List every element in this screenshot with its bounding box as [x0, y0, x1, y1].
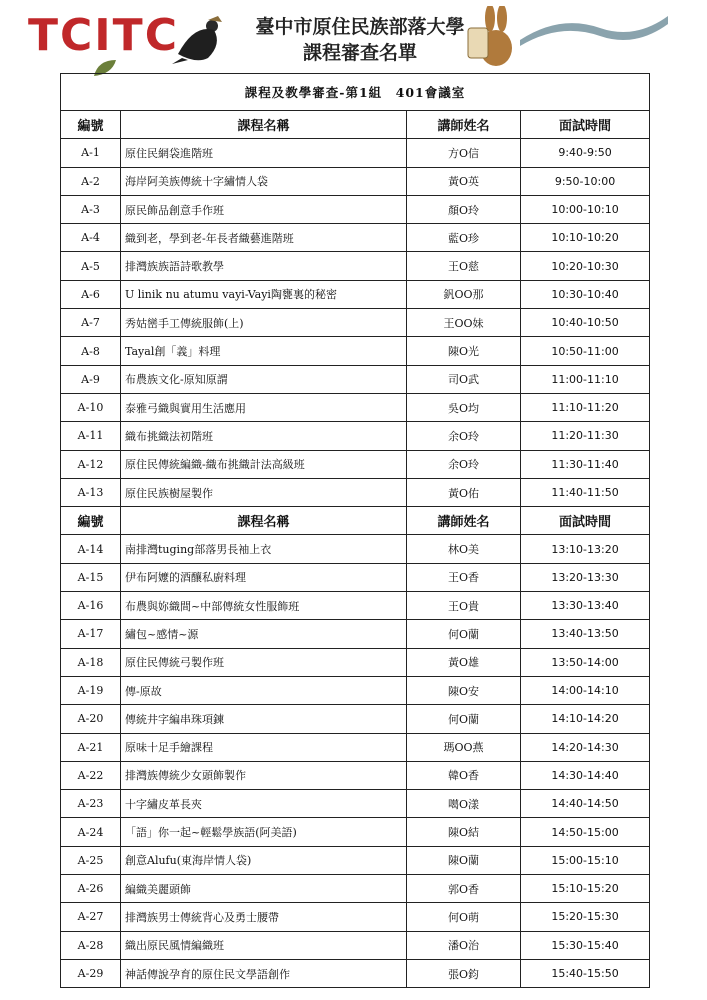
course-name: 原住民網袋進階班: [121, 139, 407, 167]
interview-time: 15:10-15:20: [521, 875, 650, 903]
interview-time: 14:00-14:10: [521, 676, 650, 704]
teacher-name: 王O香: [407, 563, 521, 591]
course-code: A-3: [61, 195, 121, 223]
course-name: 十字繡皮革長夾: [121, 790, 407, 818]
course-name: 傳-原故: [121, 676, 407, 704]
teacher-name: 韓O香: [407, 761, 521, 789]
teacher-name: 陳O安: [407, 676, 521, 704]
tcitc-logo: TCITC: [28, 10, 179, 61]
course-name: 神話傳說孕育的原住民文學語創作: [121, 959, 407, 987]
interview-time: 10:50-11:00: [521, 337, 650, 365]
course-name: 排灣族男士傳統背心及勇士腰帶: [121, 903, 407, 931]
course-code: A-5: [61, 252, 121, 280]
course-name: 繡包~感情~源: [121, 620, 407, 648]
group-title: 課程及教學審查-第1組 401會議室: [61, 74, 650, 111]
table-row: [61, 195, 650, 223]
course-code: A-6: [61, 280, 121, 308]
teacher-name: 陳O光: [407, 337, 521, 365]
course-code: A-28: [61, 931, 121, 959]
course-code: A-19: [61, 676, 121, 704]
teacher-name: 何O蘭: [407, 620, 521, 648]
column-header-teacher: 講師姓名: [407, 111, 521, 139]
table-row: [61, 337, 650, 365]
teacher-name: 釩OO那: [407, 280, 521, 308]
teacher-name: 郭O香: [407, 875, 521, 903]
title-line-1: 臺中市原住民族部落大學: [255, 16, 465, 38]
interview-time: 13:40-13:50: [521, 620, 650, 648]
course-code: A-12: [61, 450, 121, 478]
course-name: 原味十足手繪課程: [121, 733, 407, 761]
interview-time: 10:10-10:20: [521, 224, 650, 252]
interview-time: 13:50-14:00: [521, 648, 650, 676]
course-code: A-8: [61, 337, 121, 365]
teacher-name: 何O蘭: [407, 705, 521, 733]
teacher-name: 黃O雄: [407, 648, 521, 676]
interview-time: 11:20-11:30: [521, 422, 650, 450]
course-name: 織出原民風情編織班: [121, 931, 407, 959]
column-header-name: 課程名稱: [121, 507, 407, 535]
course-name: 排灣族傳統少女頭飾製作: [121, 761, 407, 789]
interview-time: 11:30-11:40: [521, 450, 650, 478]
teacher-name: 噶O漾: [407, 790, 521, 818]
course-name: 布農族文化-原知原謂: [121, 365, 407, 393]
column-header-name: 課程名稱: [121, 111, 407, 139]
teacher-name: 陳O蘭: [407, 846, 521, 874]
table-row: [61, 422, 650, 450]
title-line-2: 課程審查名單: [302, 42, 417, 64]
course-name: 排灣族族語詩歌教學: [121, 252, 407, 280]
interview-time: 11:10-11:20: [521, 393, 650, 421]
teacher-name: 王O慈: [407, 252, 521, 280]
page-header: [0, 0, 707, 80]
interview-time: 13:20-13:30: [521, 563, 650, 591]
course-name: 秀姑巒手工傳統服飾(上): [121, 309, 407, 337]
table-row: [61, 676, 650, 704]
course-code: A-11: [61, 422, 121, 450]
course-name: 泰雅弓織與實用生活應用: [121, 393, 407, 421]
interview-time: 15:20-15:30: [521, 903, 650, 931]
teacher-name: 黃O英: [407, 167, 521, 195]
table-row: [61, 167, 650, 195]
interview-time: 15:30-15:40: [521, 931, 650, 959]
teacher-name: 藍O珍: [407, 224, 521, 252]
course-code: A-20: [61, 705, 121, 733]
teacher-name: 瑪OO燕: [407, 733, 521, 761]
teacher-name: 陳O結: [407, 818, 521, 846]
table-row: [61, 252, 650, 280]
course-code: A-29: [61, 959, 121, 987]
teacher-name: 潘O治: [407, 931, 521, 959]
course-code: A-27: [61, 903, 121, 931]
table-row: [61, 139, 650, 167]
course-name: U linik nu atumu vayi-Vayi陶甕裏的秘密: [121, 280, 407, 308]
interview-time: 14:20-14:30: [521, 733, 650, 761]
interview-time: 14:10-14:20: [521, 705, 650, 733]
rabbit-mascot-icon: [460, 6, 530, 72]
teacher-name: 余O玲: [407, 422, 521, 450]
course-name: 原住民傳統弓製作班: [121, 648, 407, 676]
course-code: A-9: [61, 365, 121, 393]
course-code: A-2: [61, 167, 121, 195]
table-header-row: [61, 507, 650, 535]
course-code: A-25: [61, 846, 121, 874]
table-row: [61, 309, 650, 337]
course-code: A-13: [61, 478, 121, 506]
course-name: 傳統井字編串珠項鍊: [121, 705, 407, 733]
course-code: A-26: [61, 875, 121, 903]
interview-time: 11:40-11:50: [521, 478, 650, 506]
table-row: [61, 903, 650, 931]
course-name: 南排灣tuging部落男長袖上衣: [121, 535, 407, 563]
course-name: 織到老，學到老-年長者織藝進階班: [121, 224, 407, 252]
course-name: 伊布阿嬤的酒釀私廚料理: [121, 563, 407, 591]
table-row: [61, 846, 650, 874]
course-name: 布農與妳織間~中部傳統女性服飾班: [121, 592, 407, 620]
interview-time: 15:40-15:50: [521, 959, 650, 987]
table-header-row: [61, 111, 650, 139]
teacher-name: 余O玲: [407, 450, 521, 478]
course-name: 編織美麗頭飾: [121, 875, 407, 903]
table-row: [61, 931, 650, 959]
bird-icon: [168, 14, 230, 66]
course-name: 創意Alufu(東海岸情人袋): [121, 846, 407, 874]
column-header-time: 面試時間: [521, 111, 650, 139]
column-header-teacher: 講師姓名: [407, 507, 521, 535]
table-row: [61, 478, 650, 506]
interview-time: 9:40-9:50: [521, 139, 650, 167]
course-code: A-4: [61, 224, 121, 252]
course-name: 織布挑織法初階班: [121, 422, 407, 450]
interview-time: 14:40-14:50: [521, 790, 650, 818]
course-code: A-16: [61, 592, 121, 620]
teacher-name: 方O信: [407, 139, 521, 167]
course-code: A-18: [61, 648, 121, 676]
interview-time: 13:10-13:20: [521, 535, 650, 563]
table-row: [61, 959, 650, 987]
table-row: [61, 648, 650, 676]
table-row: [61, 818, 650, 846]
table-row: [61, 761, 650, 789]
teacher-name: 黃O佑: [407, 478, 521, 506]
table-row: [61, 224, 650, 252]
table-row: [61, 450, 650, 478]
table-row: [61, 790, 650, 818]
page-title: [245, 14, 475, 66]
course-code: A-15: [61, 563, 121, 591]
teacher-name: 顏O玲: [407, 195, 521, 223]
course-code: A-22: [61, 761, 121, 789]
interview-time: 14:50-15:00: [521, 818, 650, 846]
course-code: A-14: [61, 535, 121, 563]
interview-time: 10:00-10:10: [521, 195, 650, 223]
interview-time: 11:00-11:10: [521, 365, 650, 393]
course-code: A-1: [61, 139, 121, 167]
course-code: A-10: [61, 393, 121, 421]
column-header-time: 面試時間: [521, 507, 650, 535]
interview-time: 15:00-15:10: [521, 846, 650, 874]
course-code: A-7: [61, 309, 121, 337]
interview-time: 13:30-13:40: [521, 592, 650, 620]
interview-time: 14:30-14:40: [521, 761, 650, 789]
course-code: A-24: [61, 818, 121, 846]
course-name: Tayal創「義」料理: [121, 337, 407, 365]
table-row: [61, 875, 650, 903]
teacher-name: 王OO妹: [407, 309, 521, 337]
table-row: [61, 733, 650, 761]
course-name: 原住民傳統編織-織布挑織計法高級班: [121, 450, 407, 478]
interview-time: 9:50-10:00: [521, 167, 650, 195]
course-code: A-21: [61, 733, 121, 761]
course-name: 原住民族樹屋製作: [121, 478, 407, 506]
teacher-name: 林O美: [407, 535, 521, 563]
interview-time: 10:30-10:40: [521, 280, 650, 308]
teacher-name: 何O萌: [407, 903, 521, 931]
interview-time: 10:40-10:50: [521, 309, 650, 337]
course-name: 海岸阿美族傳統十字繡情人袋: [121, 167, 407, 195]
teacher-name: 司O武: [407, 365, 521, 393]
course-name: 原民飾品創意手作班: [121, 195, 407, 223]
course-code: A-23: [61, 790, 121, 818]
course-code: A-17: [61, 620, 121, 648]
table-row: [61, 393, 650, 421]
table-row: [61, 705, 650, 733]
course-name: 「語」你一起~輕鬆學族語(阿美語): [121, 818, 407, 846]
column-header-code: 編號: [61, 507, 121, 535]
interview-time: 10:20-10:30: [521, 252, 650, 280]
teacher-name: 張O鈞: [407, 959, 521, 987]
table-row: [61, 365, 650, 393]
table-row: [61, 280, 650, 308]
ribbon-decoration-icon: [520, 10, 670, 46]
table-row: [61, 620, 650, 648]
course-review-table: [60, 73, 650, 988]
teacher-name: 吳O均: [407, 393, 521, 421]
table-row: [61, 592, 650, 620]
column-header-code: 編號: [61, 111, 121, 139]
table-row: [61, 535, 650, 563]
table-row: [61, 563, 650, 591]
teacher-name: 王O貴: [407, 592, 521, 620]
